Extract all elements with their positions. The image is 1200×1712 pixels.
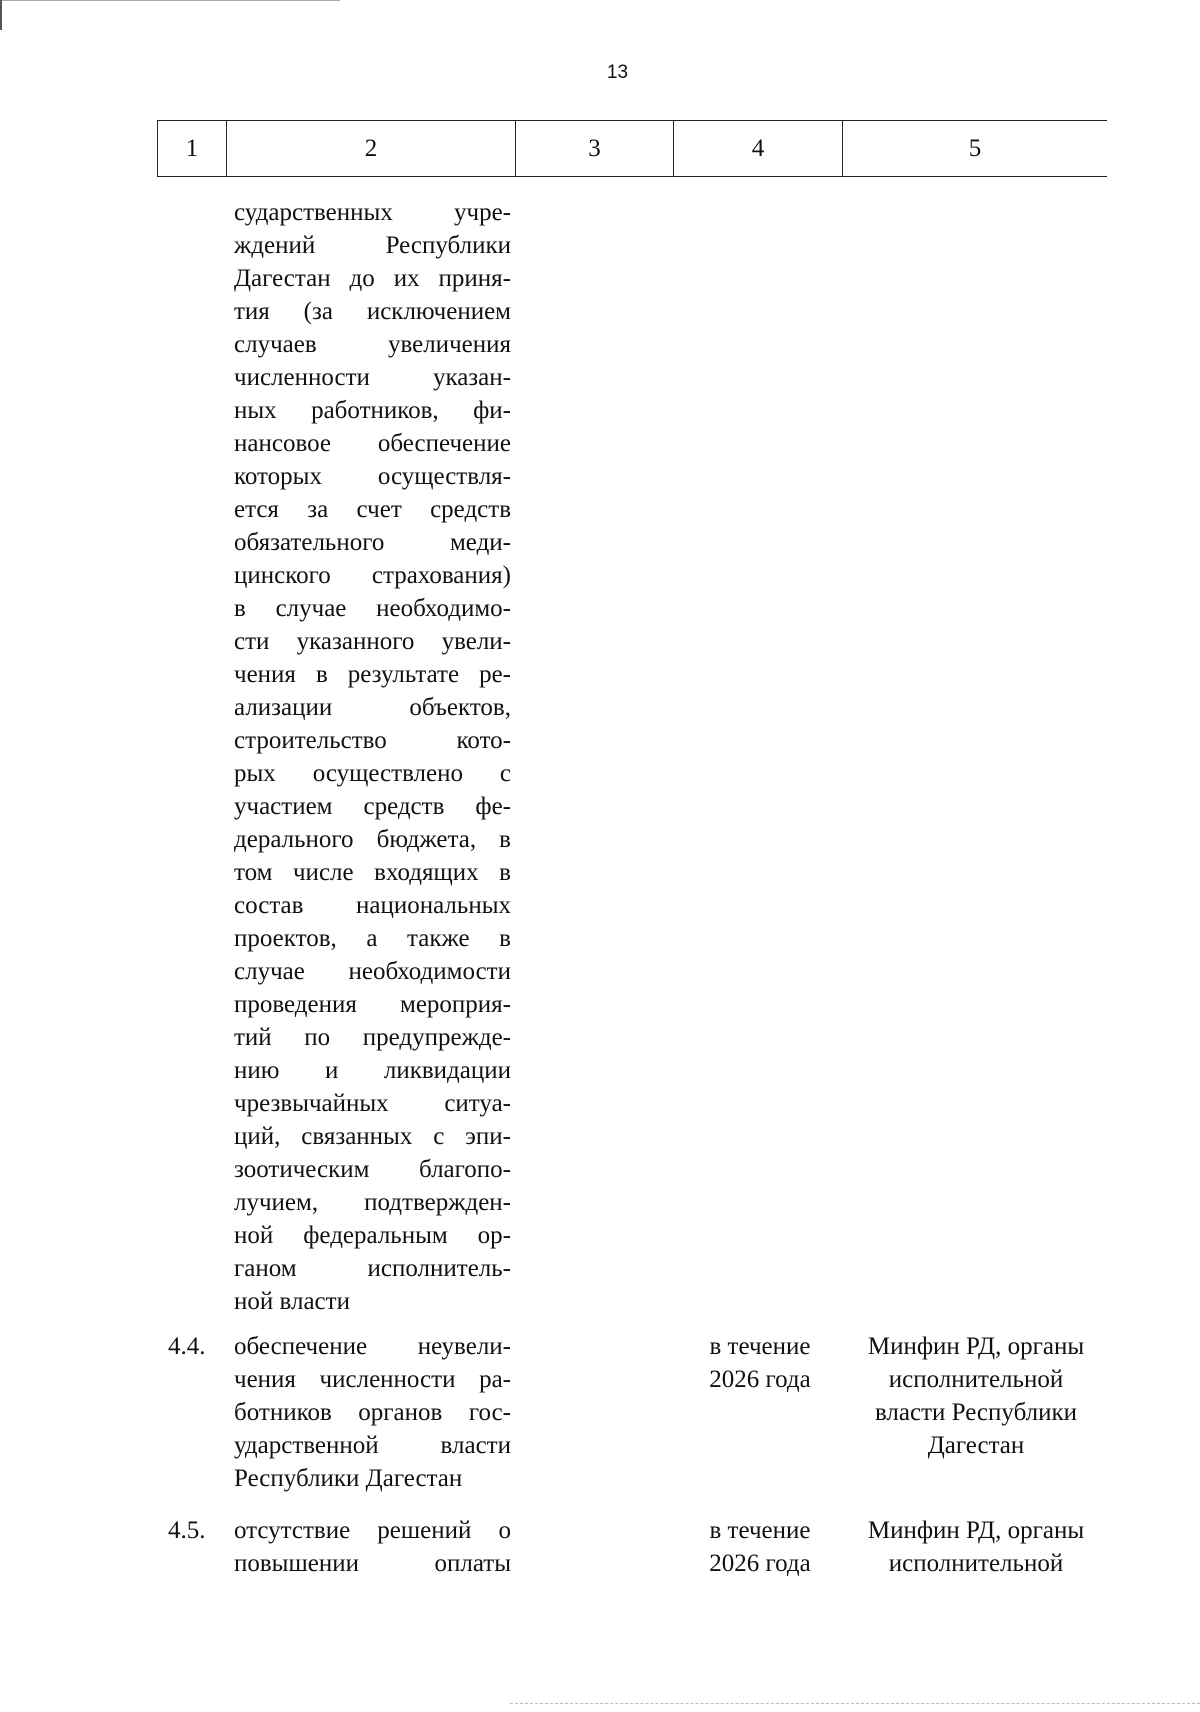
text-line: ганом исполнитель- <box>234 1255 511 1282</box>
responsible-line: исполнительной <box>888 1366 1064 1393</box>
text-line: рых осуществлено с <box>234 760 511 787</box>
header-col-5: 5 <box>842 121 1107 176</box>
text-line: строительство кото- <box>234 727 511 754</box>
text-line: отсутствие решений о <box>234 1517 511 1544</box>
text-line: которых осуществля- <box>234 463 511 490</box>
text-line: нию и ликвидации <box>234 1057 511 1084</box>
text-line: случаев увеличения <box>234 331 511 358</box>
term-line: в течение <box>709 1333 811 1360</box>
row-description <box>234 1330 511 1495</box>
text-line: ализации объектов, <box>234 694 511 721</box>
table-header <box>157 120 1107 177</box>
text-line: Республики Дагестан <box>234 1465 463 1492</box>
text-line: том числе входящих в <box>234 859 511 886</box>
text-line: ботников органов гос- <box>234 1399 511 1426</box>
page-number: 13 <box>606 62 629 83</box>
text-line: проектов, а также в <box>234 925 511 952</box>
row-term <box>690 1330 830 1396</box>
scan-edge-bottom <box>510 1703 1200 1705</box>
term-line: в течение <box>709 1517 811 1544</box>
text-line: ной федеральным ор- <box>234 1222 511 1249</box>
text-line: нансовое обеспечение <box>234 430 511 457</box>
text-line: чрезвычайных ситуа- <box>234 1090 511 1117</box>
header-col-2: 2 <box>226 121 515 176</box>
row-responsible <box>845 1330 1107 1462</box>
header-col-3: 3 <box>515 121 673 176</box>
text-line: ждений Республики <box>234 232 511 259</box>
text-line: в случае необходимо- <box>234 595 511 622</box>
text-line: лучием, подтвержден- <box>234 1189 511 1216</box>
text-line: ной власти <box>234 1288 350 1315</box>
text-line: численности указан- <box>234 364 511 391</box>
text-line: обеспечение неувели- <box>234 1333 511 1360</box>
responsible-line: Минфин РД, органы <box>867 1517 1085 1544</box>
text-line: Дагестан до их приня- <box>234 265 511 292</box>
header-col-1: 1 <box>157 121 226 176</box>
row-description <box>234 1514 511 1580</box>
text-line: зоотическим благопо- <box>234 1156 511 1183</box>
responsible-line: Дагестан <box>927 1432 1025 1459</box>
scan-edge-left <box>0 0 2 30</box>
scan-edge-top <box>0 0 340 1</box>
row-number: 4.4. <box>168 1333 206 1360</box>
row-term <box>690 1514 830 1580</box>
responsible-line: Минфин РД, органы <box>867 1333 1085 1360</box>
term-line: 2026 года <box>709 1366 811 1393</box>
header-col-4: 4 <box>673 121 842 176</box>
text-line: чения в результате ре- <box>234 661 511 688</box>
term-line: 2026 года <box>709 1550 811 1577</box>
text-line: ных работников, фи- <box>234 397 511 424</box>
text-line: повышении оплаты <box>234 1550 511 1577</box>
responsible-line: власти Республики <box>874 1399 1078 1426</box>
text-line: случае необходимости <box>234 958 511 985</box>
text-line: чения численности ра- <box>234 1366 511 1393</box>
text-line: обязательного меди- <box>234 529 511 556</box>
text-line: проведения мероприя- <box>234 991 511 1018</box>
continuation-text <box>234 196 511 1318</box>
text-line: тия (за исключением <box>234 298 511 325</box>
text-line: сти указанного увели- <box>234 628 511 655</box>
text-line: цинского страхования) <box>234 562 511 589</box>
text-line: дерального бюджета, в <box>234 826 511 853</box>
text-line: участием средств фе- <box>234 793 511 820</box>
row-number: 4.5. <box>168 1517 206 1544</box>
text-line: ется за счет средств <box>234 496 511 523</box>
responsible-line: исполнительной <box>888 1550 1064 1577</box>
text-line: тий по предупрежде- <box>234 1024 511 1051</box>
text-line: ций, связанных с эпи- <box>234 1123 511 1150</box>
row-responsible <box>845 1514 1107 1580</box>
text-line: состав национальных <box>234 892 511 919</box>
text-line: сударственных учре- <box>234 199 511 226</box>
text-line: ударственной власти <box>234 1432 511 1459</box>
